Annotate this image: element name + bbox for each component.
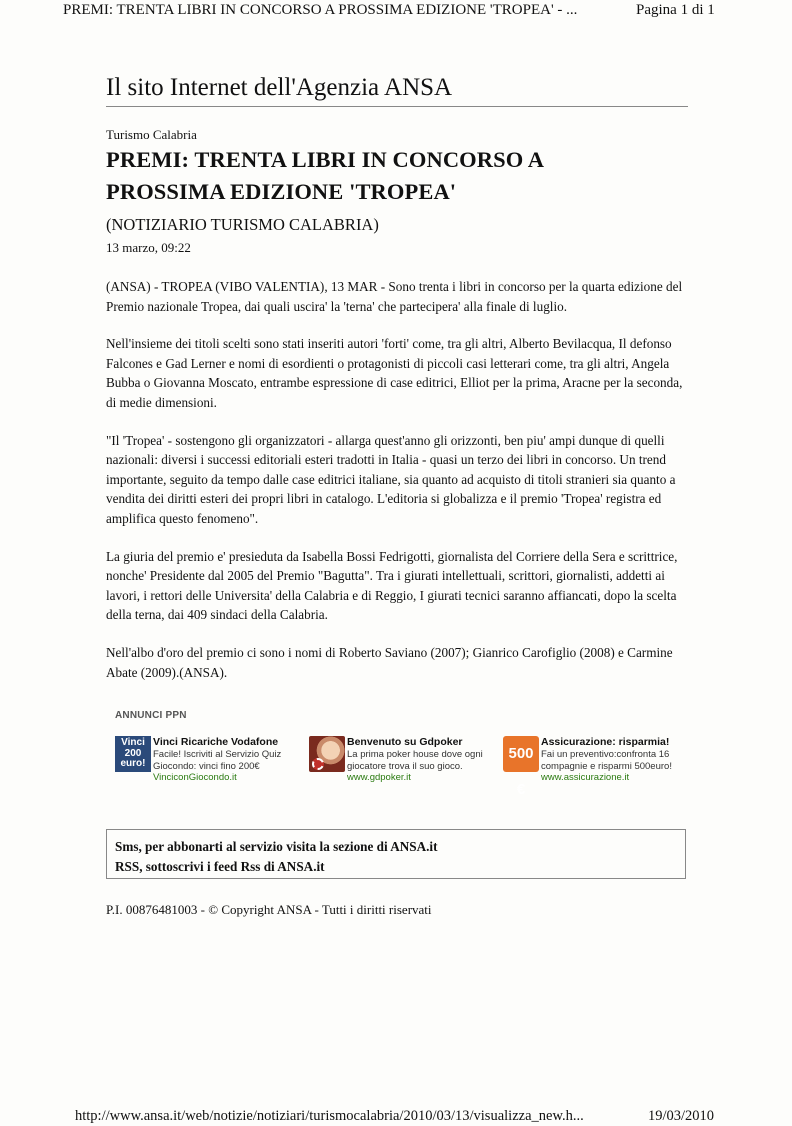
- article-paragraph: Nell'insieme dei titoli scelti sono stati inseriti autori 'forti' come, tra gli altri, Alberto Bevilacqua, Il defonso Falcones e Gad Lerner e nomi di esordienti o protagonisti di piccoli casi letterari come, tra gli altri, Angela Bubba o Giovanna Moscato, entrambe espressione di case editrici, Elliot per la prima, Aracne per la seconda, di medie dimensioni.: [106, 336, 683, 410]
- sms-subscription-link[interactable]: Sms, per abbonarti al servizio visita la sezione di ANSA.it: [115, 839, 438, 854]
- copyright-notice: P.I. 00876481003 - © Copyright ANSA - Tutti i diritti riservati: [106, 902, 432, 917]
- site-title: Il sito Internet dell'Agenzia ANSA: [106, 74, 453, 101]
- ad-url[interactable]: www.assicurazione.it: [541, 772, 630, 783]
- ad-url[interactable]: VinciconGiocondo.it: [153, 772, 237, 783]
- ad-title[interactable]: Assicurazione: risparmia!: [541, 736, 670, 748]
- ad-title[interactable]: Vinci Ricariche Vodafone: [153, 736, 279, 748]
- article-date: 13 marzo, 09:22: [106, 240, 191, 255]
- 500-euro-badge-icon[interactable]: [503, 736, 539, 798]
- article-paragraph: La giuria del premio e' presieduta da Isabella Bossi Fedrigotti, giornalista del Corriere della Sera e scrittrice, nonche' Presidente dal 2005 del Premio "Bagutta". Tra i giurati intellettuali, scrittori, giornalisti, addetti ai lavori, i rettori delle Universita' della Calabria e di Reggio, I giurati tecnici saranno affiancati, dopo la scelta della terna, dai 409 sindaci della Calabria.: [106, 548, 678, 623]
- article-paragraph: "Il 'Tropea' - sostengono gli organizzatori - allarga quest'anno gli orizzonti, ben piu' ampi dunque di quelli nazionali: diversi i successi editoriali esteri tradotti in Italia - quasi un terzo dei libri in concorso. Un trend importante, seguito da tempo dalle case editrici italiane, sia quanto ad acquisto di titoli stranieri sia quanto a vendita dei diritti esteri dei propri libri in catalogo. L'editoria si globalizza e il premio 'Tropea' registra ed amplifica questo fenomeno".: [106, 432, 676, 526]
- ad-description: La prima poker house dove ogni giocatore trova il suo gioco.: [347, 749, 483, 772]
- title-divider: [106, 106, 688, 107]
- article-paragraph: (ANSA) - TROPEA (VIBO VALENTIA), 13 MAR - Sono trenta i libri in concorso per la quarta edizione del Premio nazionale Tropea, dai quali uscira' la 'terna' che partecipera' alla finale di luglio.: [106, 279, 683, 314]
- ad-image-text: 500 €: [508, 745, 534, 798]
- print-header-title: PREMI: TRENTA LIBRI IN CONCORSO A PROSSIMA EDIZIONE 'TROPEA' - ...: [63, 2, 578, 18]
- ad-description: Fai un preventivo:confronta 16 compagnie e risparmi 500euro!: [541, 749, 672, 772]
- print-footer-url: http://www.ansa.it/web/notizie/notiziari/turismocalabria/2010/03/13/visualizza_new.h...: [75, 1108, 584, 1124]
- vincite-logo-icon[interactable]: [115, 736, 151, 772]
- print-footer: [0, 1108, 792, 1126]
- ad-description: Facile! Iscriviti al Servizio Quiz Giocondo: vinci fino 200€: [153, 749, 282, 772]
- article-paragraph: Nell'albo d'oro del premio ci sono i nomi di Roberto Saviano (2007); Gianrico Carofiglio (2008) e Carmine Abate (2009).(ANSA).: [106, 644, 673, 680]
- article-section: Turismo Calabria: [106, 127, 197, 142]
- ad-image-text: Vinci 200 euro!: [120, 737, 146, 769]
- poker-chip-icon: [312, 758, 324, 770]
- print-header-page-number: Pagina 1 di 1: [636, 2, 715, 18]
- ad-url[interactable]: www.gdpoker.it: [347, 772, 411, 783]
- print-header: [0, 2, 792, 22]
- poker-woman-icon[interactable]: [309, 736, 345, 772]
- ad-title[interactable]: Benvenuto su Gdpoker: [347, 736, 463, 748]
- article-subtitle: (NOTIZIARIO TURISMO CALABRIA): [106, 215, 379, 234]
- subscription-notice: [106, 829, 686, 879]
- ads-label: ANNUNCI PPN: [115, 710, 187, 721]
- sponsored-ads: [115, 710, 695, 798]
- article-title: PREMI: TRENTA LIBRI IN CONCORSO A PROSSIMA EDIZIONE 'TROPEA': [106, 147, 543, 204]
- rss-subscription-link[interactable]: RSS, sottoscrivi i feed Rss di ANSA.it: [115, 858, 325, 874]
- article-body: [106, 277, 691, 700]
- print-footer-date: 19/03/2010: [648, 1108, 715, 1124]
